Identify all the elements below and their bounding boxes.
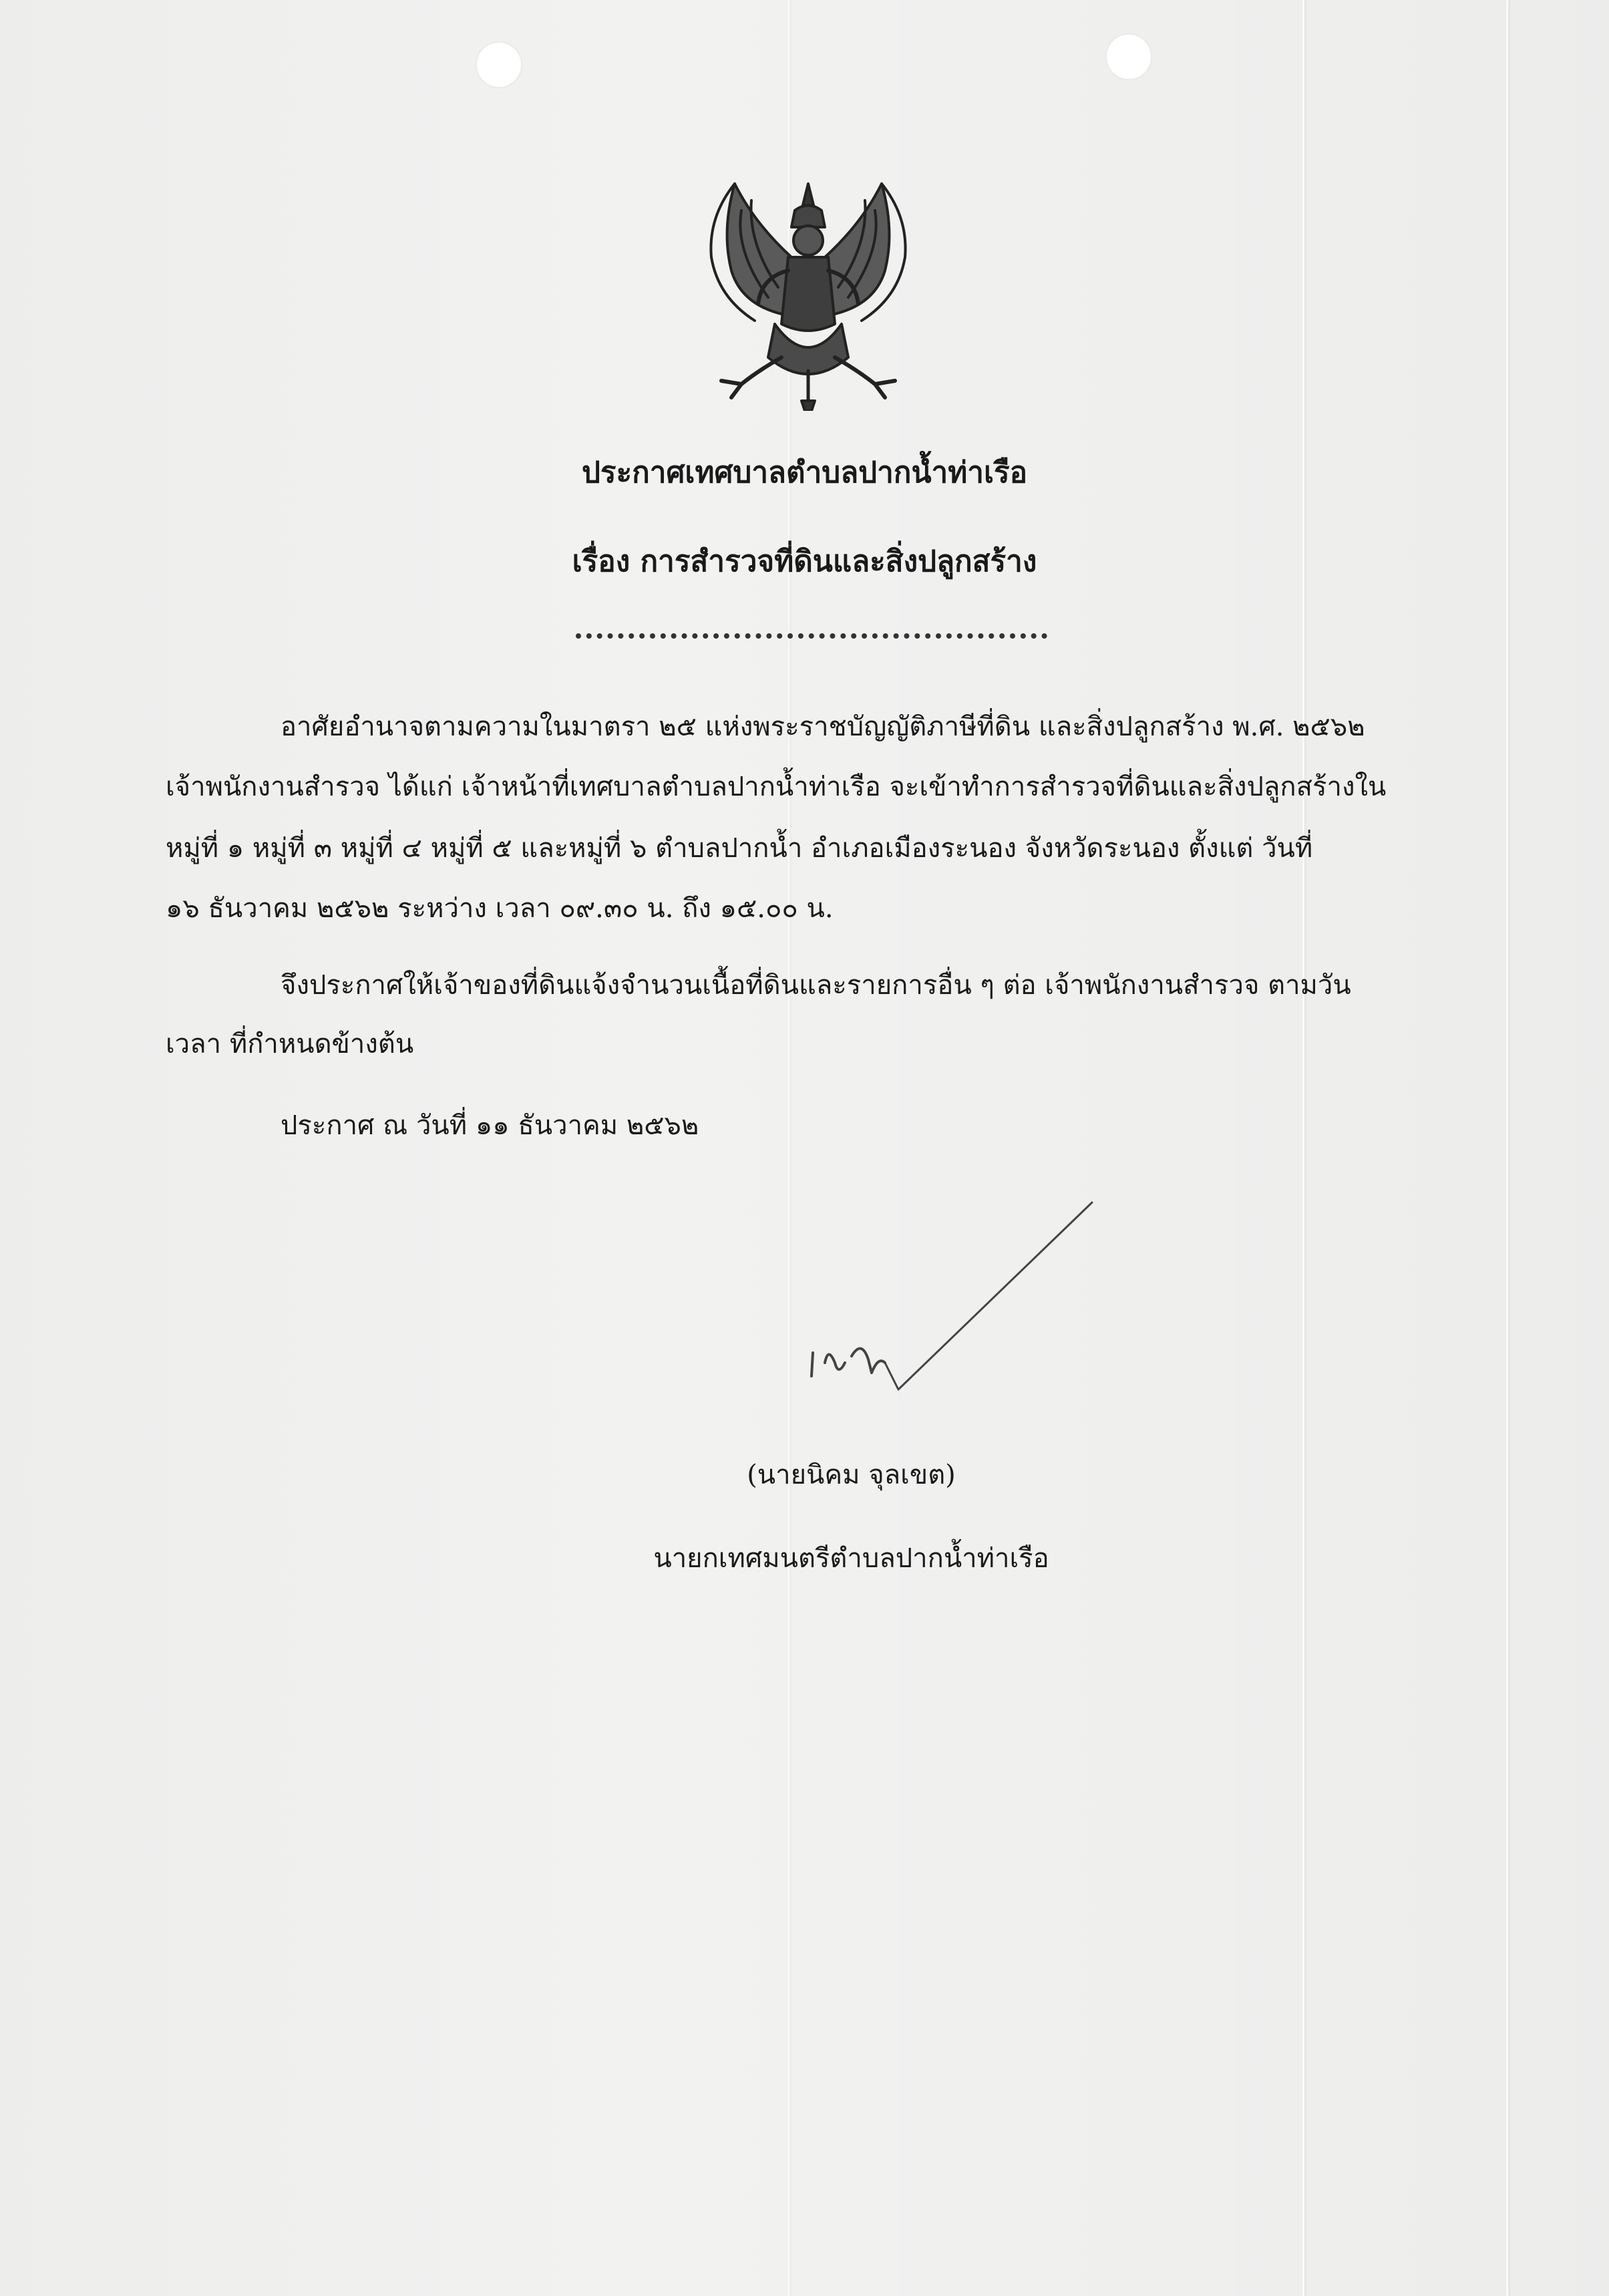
signatory-name: (นายนิคม จุลเขต) bbox=[747, 1460, 956, 1490]
body-line: ๑๖ ธันวาคม ๒๕๖๒ ระหว่าง เวลา ๐๙.๓๐ น. ถึง ๑๕.๐๐ น. bbox=[166, 893, 834, 924]
document-subject: เรื่อง การสำรวจที่ดินและสิ่งปลูกสร้าง bbox=[572, 544, 1037, 579]
body-line: อาศัยอำนาจตามความในมาตรา ๒๕ แห่งพระราชบัญญัติภาษีที่ดิน และสิ่งปลูกสร้าง พ.ศ. ๒๕๖๒ bbox=[281, 711, 1365, 742]
body-line: เวลา ที่กำหนดข้างต้น bbox=[166, 1029, 414, 1059]
document-title: ประกาศเทศบาลตำบลปากน้ำท่าเรือ bbox=[581, 456, 1028, 490]
body-line: หมู่ที่ ๑ หมู่ที่ ๓ หมู่ที่ ๔ หมู่ที่ ๕ และหมู่ที่ ๖ ตำบลปากน้ำ อำเภอเมืองระนอง จังหวัดระนอง ตั้งแต่ วันที่ bbox=[166, 833, 1313, 864]
punch-hole-right bbox=[1105, 33, 1152, 80]
garuda-emblem-icon bbox=[695, 170, 922, 411]
punch-hole-left bbox=[476, 41, 522, 88]
paper-crease bbox=[1302, 0, 1304, 2296]
body-line: เจ้าพนักงานสำรวจ ได้แก่ เจ้าหน้าที่เทศบาลตำบลปากน้ำท่าเรือ จะเข้าทำการสำรวจที่ดินและสิ่งปลูกสร้างใน bbox=[166, 772, 1387, 802]
handwritten-signature bbox=[798, 1196, 1105, 1416]
signatory-position: นายกเทศมนตรีตำบลปากน้ำท่าเรือ bbox=[653, 1543, 1049, 1574]
body-line: จึงประกาศให้เจ้าของที่ดินแจ้งจำนวนเนื้อที่ดินและรายการอื่น ๆ ต่อ เจ้าพนักงานสำรวจ ตามวัน bbox=[281, 970, 1351, 1001]
announcement-date: ประกาศ ณ วันที่ ๑๑ ธันวาคม ๒๕๖๒ bbox=[281, 1110, 699, 1141]
paper-crease bbox=[1506, 0, 1508, 2296]
dotted-separator bbox=[576, 628, 1047, 639]
